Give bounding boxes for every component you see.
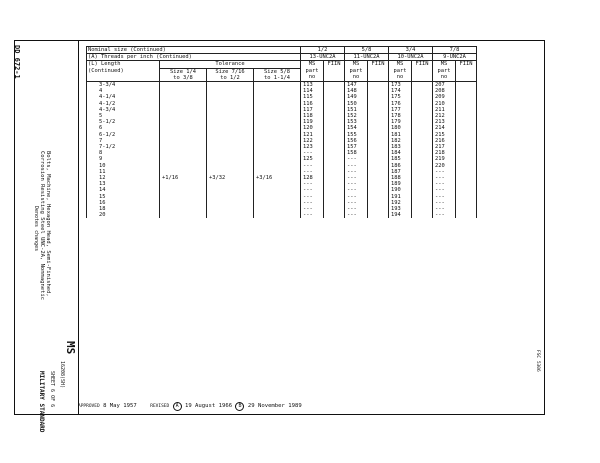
ms-part-cell: 128 (301, 175, 324, 181)
length-cell: 7 (87, 138, 160, 144)
fiin-cell (324, 82, 345, 89)
table-row (87, 82, 477, 89)
ms-part-cell: 153 (345, 119, 368, 125)
ms-part-cell: 118 (301, 113, 324, 119)
ms-part-cell: --- (301, 212, 324, 218)
ms-part-cell: --- (301, 169, 324, 175)
doc-id: DD 672-1 (13, 45, 21, 79)
tolerance-cell: +1/16 (160, 175, 207, 181)
size-2: 5/8 (345, 47, 389, 54)
length-cell: 6-1/2 (87, 132, 160, 138)
ms-part-cell: 208 (433, 88, 456, 94)
footer (78, 402, 302, 411)
table-row (87, 212, 477, 218)
ms-part-cell: 116 (301, 101, 324, 107)
ms-part-cell: 149 (345, 94, 368, 100)
length-cell: 12 (87, 175, 160, 181)
ms-part-1: MS part no (301, 61, 324, 82)
ms-part-cell: 125 (301, 156, 324, 162)
ms-part-cell: 179 (389, 119, 412, 125)
ms-part-cell: 207 (433, 82, 456, 89)
ms-part-cell: 184 (389, 150, 412, 156)
ms-part-cell: --- (433, 187, 456, 193)
rev-b-date: 29 November 1989 (247, 403, 302, 409)
tolerance-header: Tolerance (160, 61, 301, 68)
fiin-cell (368, 212, 389, 218)
thread-4: 9-UNC2A (433, 54, 477, 61)
ms-part-cell: 211 (433, 107, 456, 113)
size-1: 1/2 (301, 47, 345, 54)
ms-part-4: MS part no (433, 61, 456, 82)
ms-part-cell: 177 (389, 107, 412, 113)
nominal-header: Nominal size (Continued) (87, 47, 301, 54)
revised-label: REVISED (150, 404, 170, 409)
ms-part-cell: 180 (389, 125, 412, 131)
size-4: 7/8 (433, 47, 477, 54)
length-cell: 4-1/2 (87, 101, 160, 107)
ms-part-cell: 150 (345, 101, 368, 107)
ms-part-cell: 174 (389, 88, 412, 94)
ms-part-cell: 157 (345, 144, 368, 150)
ms-part-2: MS part no (345, 61, 368, 82)
ms-part-cell: 119 (301, 119, 324, 125)
length-cell: 4-1/4 (87, 94, 160, 100)
ms-part-cell: 117 (301, 107, 324, 113)
ms-part-cell: --- (345, 169, 368, 175)
ms-part-cell: 193 (389, 206, 412, 212)
ms-part-cell: 152 (345, 113, 368, 119)
ms-part-cell: 115 (301, 94, 324, 100)
ms-part-cell: --- (301, 150, 324, 156)
length-cell: 18 (87, 206, 160, 212)
ms-part-cell: 114 (301, 88, 324, 94)
ms-part-cell: 147 (345, 82, 368, 89)
approved-date: 8 May 1957 (103, 403, 137, 409)
length-cell: 4 (87, 88, 160, 94)
ms-part-cell: 190 (389, 187, 412, 193)
length-cell: 16 (87, 200, 160, 206)
ms-part-cell: --- (433, 194, 456, 200)
ms-part-cell: 194 (389, 212, 412, 218)
length-cell: 20 (87, 212, 160, 218)
ms-part-cell: 189 (389, 181, 412, 187)
tolerance-cell (160, 82, 207, 89)
length-cell: 8 (87, 150, 160, 156)
ms-part-cell: 191 (389, 194, 412, 200)
length-cell: 10 (87, 163, 160, 169)
ms-part-cell: 212 (433, 113, 456, 119)
ms-part-cell: 155 (345, 132, 368, 138)
ms-part-cell: 175 (389, 94, 412, 100)
thread-1: 13-UNC2A (301, 54, 345, 61)
tolerance-cell (254, 212, 301, 218)
tol-col-1: Size 1/4 to 3/8 (160, 68, 207, 81)
ms-part-cell: --- (345, 187, 368, 193)
ms-part-cell: 188 (389, 175, 412, 181)
ms-part-cell: --- (345, 156, 368, 162)
doc-title: Bolts, Machine, Hexagon Head, Semi-Finished, Corrosion Resisting Steel UNC-2A, Nonmagnetic (39, 151, 51, 301)
tolerance-cell: +3/32 (207, 175, 254, 181)
ms-part-cell: --- (433, 206, 456, 212)
approved-label: APPROVED (78, 404, 100, 409)
ms-part-cell: 215 (433, 132, 456, 138)
ms-part-cell: --- (345, 200, 368, 206)
ms-part-cell: 182 (389, 138, 412, 144)
ms-part-cell: 218 (433, 150, 456, 156)
thread-2: 11-UNC2A (345, 54, 389, 61)
ms-part-cell: 213 (433, 119, 456, 125)
tolerance-cell (207, 82, 254, 89)
length-header: (L) Length (Continued) (87, 61, 160, 82)
ms-part-cell: 158 (345, 150, 368, 156)
ms-part-cell: 181 (389, 132, 412, 138)
ms-part-cell: --- (433, 200, 456, 206)
rev-a-date: 19 August 1966 (184, 403, 233, 409)
rev-a-marker: A (173, 402, 182, 411)
ms-part-cell: 183 (389, 144, 412, 150)
fiin-1: FIIN (324, 61, 345, 82)
ms-part-cell: 123 (301, 144, 324, 150)
ms-part-cell: --- (433, 169, 456, 175)
table-body (87, 82, 477, 219)
length-cell: 11 (87, 169, 160, 175)
ms-part-cell: --- (433, 212, 456, 218)
length-cell: 6 (87, 125, 160, 131)
length-cell: 3-3/4 (87, 82, 160, 89)
ms-part-cell: --- (345, 181, 368, 187)
ms-part-cell: --- (433, 181, 456, 187)
bolt-table (86, 46, 477, 218)
ms-part-3: MS part no (389, 61, 412, 82)
ms-part-cell: --- (345, 212, 368, 218)
ms-part-cell: 120 (301, 125, 324, 131)
fiin-cell (324, 212, 345, 218)
ms-part-cell: 186 (389, 163, 412, 169)
length-cell: 9 (87, 156, 160, 162)
ms-part-cell: 121 (301, 132, 324, 138)
ms-part-cell: --- (301, 194, 324, 200)
length-cell: 5-1/2 (87, 119, 160, 125)
size-3: 3/4 (389, 47, 433, 54)
side-panel (13, 40, 79, 433)
ms-part-cell: 214 (433, 125, 456, 131)
length-cell: 13 (87, 181, 160, 187)
ms-part-cell: 217 (433, 144, 456, 150)
sheet-label: SHEET 6 OF 6 (49, 371, 55, 408)
ms-part-cell: 192 (389, 200, 412, 206)
fiin-cell (412, 212, 433, 218)
ms-part-cell: 113 (301, 82, 324, 89)
tolerance-cell (160, 212, 207, 218)
length-cell: 4-3/4 (87, 107, 160, 113)
ms-part-cell: 209 (433, 94, 456, 100)
ms-part-cell: --- (345, 163, 368, 169)
ms-label: MS (64, 341, 77, 355)
ms-part-cell: --- (433, 175, 456, 181)
ms-part-cell: 156 (345, 138, 368, 144)
length-cell: 14 (87, 187, 160, 193)
length-cell: 15 (87, 194, 160, 200)
tol-col-2: Size 7/16 to 1/2 (207, 68, 254, 81)
rev-b-marker: B (235, 402, 244, 411)
thread-3: 10-UNC2A (389, 54, 433, 61)
ms-part-cell: --- (345, 175, 368, 181)
ms-part-cell: 185 (389, 156, 412, 162)
tolerance-cell: +3/16 (254, 175, 301, 181)
ms-part-cell: --- (345, 206, 368, 212)
fsc-label: FSC 5306 (535, 350, 540, 372)
ms-part-cell: 154 (345, 125, 368, 131)
fiin-cell (456, 212, 477, 218)
ms-part-cell: --- (301, 163, 324, 169)
fiin-cell (368, 82, 389, 89)
ms-part-cell: 176 (389, 101, 412, 107)
ms-part-cell: 148 (345, 88, 368, 94)
ms-part-cell: --- (301, 181, 324, 187)
tol-col-3: Size 5/8 to 1-1/4 (254, 68, 301, 81)
fiin-2: FIIN (368, 61, 389, 82)
length-cell: 7-1/2 (87, 144, 160, 150)
tolerance-cell (207, 212, 254, 218)
length-cell: 5 (87, 113, 160, 119)
ms-part-cell: 151 (345, 107, 368, 113)
ms-part-cell: 187 (389, 169, 412, 175)
ms-part-cell: 216 (433, 138, 456, 144)
ms-part-cell: 122 (301, 138, 324, 144)
military-standard: MILITARY STANDARD (38, 371, 45, 433)
ms-part-cell: --- (301, 200, 324, 206)
ms-part-cell: 220 (433, 163, 456, 169)
fiin-4: FIIN (456, 61, 477, 82)
ms-part-cell: 219 (433, 156, 456, 162)
ms-part-cell: 178 (389, 113, 412, 119)
ms-part-cell: --- (301, 206, 324, 212)
fiin-3: FIIN (412, 61, 433, 82)
ms-number: 16208(SH) (59, 361, 65, 389)
change-note: Denotes changes (33, 206, 39, 252)
fiin-cell (456, 82, 477, 89)
tolerance-cell (254, 82, 301, 89)
ms-part-cell: 210 (433, 101, 456, 107)
ms-part-cell: 173 (389, 82, 412, 89)
fiin-cell (412, 82, 433, 89)
ms-part-cell: --- (345, 194, 368, 200)
ms-part-cell: --- (301, 187, 324, 193)
threads-header: (A) Threads per inch (Continued) (87, 54, 301, 61)
